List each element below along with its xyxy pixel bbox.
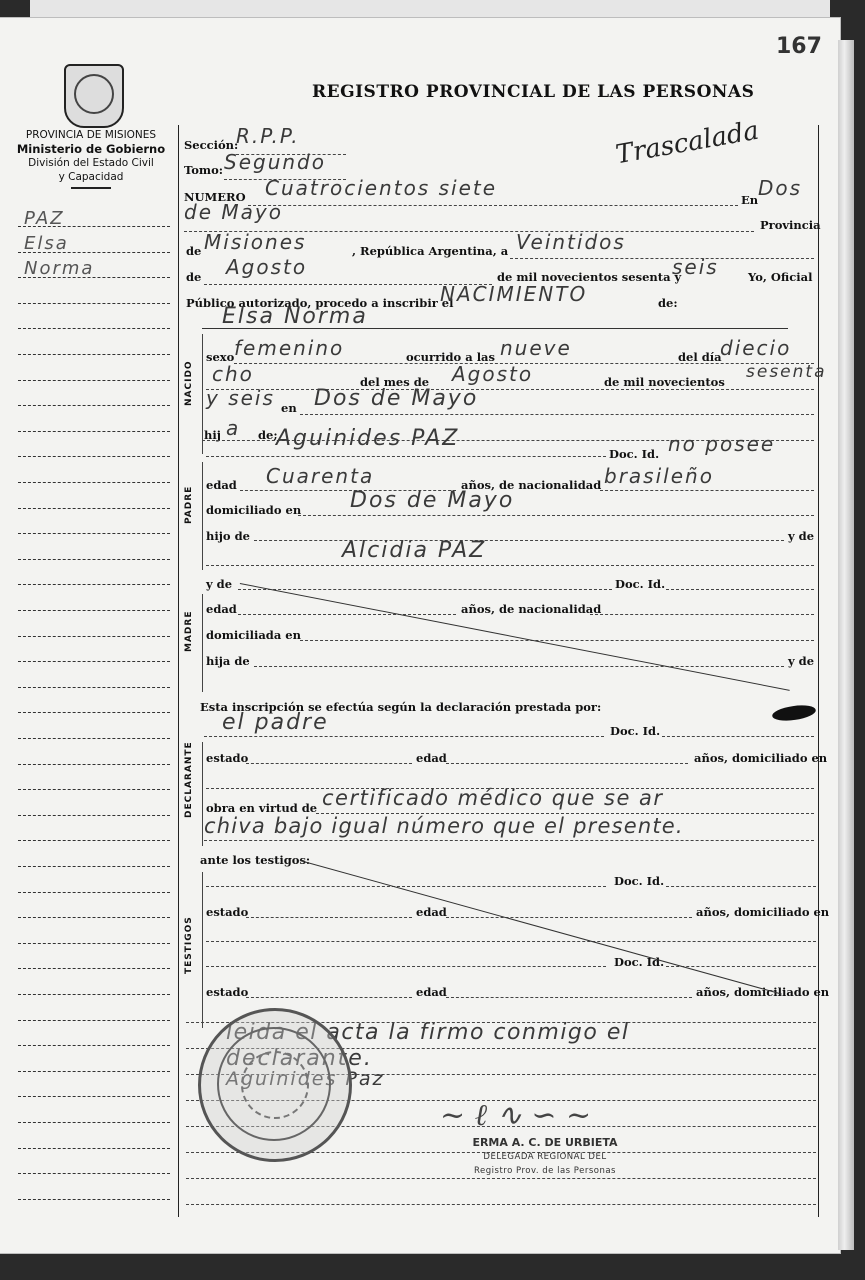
- madre-bracket: [202, 594, 203, 692]
- official-stamp: [460, 1136, 630, 1178]
- testigo1-estado-line: [246, 917, 412, 918]
- testigo1-dom-line: [206, 941, 816, 942]
- section-nacido: NACIDO: [184, 360, 194, 406]
- del-dia-label: del día: [678, 350, 722, 364]
- margin-ruled-line: [18, 508, 170, 509]
- madre-dom-label: domiciliada en: [206, 628, 301, 642]
- margin-ruled-line: [18, 1096, 170, 1097]
- padre-dom-label: domiciliado en: [206, 503, 302, 517]
- mes-value: Agosto: [226, 255, 308, 279]
- ocurrido-label: ocurrido a las: [406, 350, 495, 364]
- margin-firstname: Elsa: [24, 233, 69, 254]
- madre-yde-line: [238, 589, 612, 590]
- padre-dom-line: [298, 515, 814, 516]
- padre-doc-label: Doc. Id.: [609, 447, 660, 461]
- stamp-registry: Registro Prov. de las Personas: [474, 1166, 616, 1176]
- publico-label: Público autorizado, procedo a inscribir el: [186, 296, 454, 310]
- numero-value: Cuatrocientos siete: [265, 176, 498, 200]
- margin-ruled-line: [18, 533, 170, 534]
- padre-line: [206, 456, 606, 457]
- lugar-nac-value: Dos de Mayo: [314, 386, 479, 411]
- lugar-value: Dos: [758, 176, 803, 200]
- section-testigos: TESTIGOS: [184, 916, 194, 974]
- margin-ruled-line: [18, 892, 170, 893]
- padre-doc-value: no posee: [668, 432, 776, 456]
- margin-surname: PAZ: [24, 208, 65, 229]
- testigos-bracket: [202, 872, 203, 1028]
- declarante-edad-label: edad: [416, 751, 447, 765]
- de3-label: de;: [258, 428, 278, 442]
- madre-hija-label: hija de: [206, 654, 250, 668]
- padre-dom-value: Dos de Mayo: [350, 488, 515, 513]
- right-border: [818, 125, 819, 1217]
- nombre-line: [202, 328, 788, 329]
- margin-ruled-line: [18, 482, 170, 483]
- margin-ruled-line: [18, 405, 170, 406]
- dia-nac2-value: cho: [212, 362, 254, 386]
- madre-top-line: [206, 565, 814, 566]
- oficial-label: Yo, Oficial: [748, 270, 813, 284]
- seccion-value: R.P.P.: [236, 124, 300, 148]
- sexo-label: sexo: [206, 350, 235, 364]
- testigo1-doc-line: [666, 886, 816, 887]
- anio-value: seis: [672, 255, 719, 279]
- section-padre: PADRE: [184, 485, 194, 524]
- nombre-value: Elsa Norma: [222, 304, 368, 329]
- testigo2-edad-label: edad: [416, 985, 447, 999]
- en-label: En: [741, 193, 759, 207]
- testigo2-name-line: [206, 966, 606, 967]
- province-label: PROVINCIA DE MISIONES: [25, 129, 157, 141]
- madre-nac-label: años, de nacionalidad: [461, 602, 602, 616]
- province-seal-icon: [64, 64, 124, 128]
- division-label: División del Estado Civil: [28, 157, 154, 169]
- margin-ruled-line: [18, 1199, 170, 1200]
- mil-nov-label: de mil novecientos sesenta y: [497, 270, 682, 284]
- testigo2-estado-label: estado: [206, 985, 249, 999]
- testigo1-doc-label: Doc. Id.: [614, 874, 665, 888]
- del-mes-label: del mes de: [360, 375, 430, 389]
- testigo2-estado-line: [246, 997, 412, 998]
- obra-label: obra en virtud de: [206, 801, 318, 815]
- padre-edad-value: Cuarenta: [266, 464, 375, 488]
- notes-line-7: [186, 1178, 816, 1179]
- madre-yde-label: y de: [206, 577, 233, 591]
- republica-label: , República Argentina, a: [352, 244, 509, 258]
- page-title: REGISTRO PROVINCIAL DE LAS PERSONAS: [312, 82, 755, 102]
- declarante-estado-line: [246, 763, 412, 764]
- section-madre: MADRE: [184, 610, 194, 652]
- sexo-value: femenino: [234, 336, 345, 360]
- anio-nac-value: sesenta: [746, 362, 827, 382]
- madre-value: Alcidia PAZ: [342, 538, 487, 563]
- madre-dom-line: [300, 640, 814, 641]
- inscripcion-label: Esta inscripción se efectúa según la declaración prestada por:: [200, 700, 602, 714]
- obra-line-2: [204, 840, 814, 841]
- margin-ruled-line: [18, 968, 170, 969]
- margin-ruled-line: [18, 738, 170, 739]
- margin-ruled-line: [18, 636, 170, 637]
- declarante-edad-line: [446, 763, 688, 764]
- testigos-label: ante los testigos:: [200, 853, 311, 867]
- margin-ruled-line: [18, 917, 170, 918]
- madre-yde2-label: y de: [788, 654, 815, 668]
- padre-hijo-label: hijo de: [206, 529, 250, 543]
- testigo1-edad-label: edad: [416, 905, 447, 919]
- margin-ruled-line: [18, 661, 170, 662]
- mes-nac-value: Agosto: [452, 362, 534, 386]
- de-label: de: [186, 244, 202, 258]
- stamp-name: ERMA A. C. DE URBIETA: [472, 1136, 618, 1149]
- margin-column: [18, 226, 170, 1216]
- ministry-label: Ministerio de Gobierno: [16, 142, 166, 156]
- acto-value: NACIMIENTO: [440, 282, 588, 306]
- issuer-header: [10, 128, 172, 189]
- testigo2-doc-label: Doc. Id.: [614, 955, 665, 969]
- margin-ruled-line: [18, 1173, 170, 1174]
- margin-ruled-line: [18, 328, 170, 329]
- margin-ruled-line: [18, 1071, 170, 1072]
- margin-ruled-line: [18, 789, 170, 790]
- note-line-3: Aguinides Paz: [226, 1068, 385, 1090]
- margin-ruled-line: [18, 1045, 170, 1046]
- margin-ruled-line: [18, 456, 170, 457]
- madre-doc-line: [666, 589, 814, 590]
- margin-ruled-line: [18, 994, 170, 995]
- margin-ruled-line: [18, 559, 170, 560]
- tomo-value: Segundo: [224, 150, 326, 174]
- padre-nac-line: [600, 490, 814, 491]
- mil-nov2-label: de mil novecientos: [604, 375, 725, 389]
- declarante-doc-label: Doc. Id.: [610, 724, 661, 738]
- margin-ruled-line: [18, 303, 170, 304]
- margin-ruled-line: [18, 866, 170, 867]
- testigo2-anos-label: años, domiciliado en: [696, 985, 830, 999]
- margin-ruled-line: [18, 1148, 170, 1149]
- margin-ruled-line: [18, 610, 170, 611]
- left-border: [178, 125, 179, 1217]
- declarante-doc-line: [662, 736, 814, 737]
- madre-doc-label: Doc. Id.: [615, 577, 666, 591]
- margin-ruled-line: [18, 1122, 170, 1123]
- margin-middlename: Norma: [24, 258, 95, 279]
- margin-ruled-line: [18, 840, 170, 841]
- header-rule: [71, 187, 111, 189]
- lugar2-value: de Mayo: [184, 200, 283, 224]
- madre-hija-line: [254, 666, 784, 667]
- padre-nac-label: años, de nacionalidad: [461, 478, 602, 492]
- padre-edad-label: edad: [206, 478, 237, 492]
- padre-hijo-line: [254, 540, 784, 541]
- hora-value: nueve: [500, 336, 572, 360]
- dia-value: Veintidos: [516, 230, 626, 254]
- margin-ruled-line: [18, 943, 170, 944]
- testigo1-anos-label: años, domiciliado en: [696, 905, 830, 919]
- margin-ruled-line: [18, 1020, 170, 1021]
- numero-line: [248, 205, 738, 206]
- margin-ruled-line: [18, 764, 170, 765]
- obra-value-1: certificado médico que se ar: [322, 786, 664, 810]
- dia-nac-line: [206, 389, 814, 390]
- declarante-line: [204, 736, 604, 737]
- declarante-anos-label: años, domiciliado en: [694, 751, 828, 765]
- de2-label: de: [186, 270, 202, 284]
- declarante-bracket: [202, 742, 203, 846]
- stamp-role: DELEGADA REGIONAL DEL: [483, 1152, 607, 1162]
- madre-edad-label: edad: [206, 602, 237, 616]
- margin-ruled-line: [18, 687, 170, 688]
- official-signature: ~ ℓ ∿ ∽ ~: [440, 1098, 592, 1133]
- padre-value: Aguinides PAZ: [276, 426, 460, 451]
- margin-ruled-line: [18, 354, 170, 355]
- obra-value-2: chiva bajo igual número que el presente.: [204, 814, 684, 838]
- declarante-estado-label: estado: [206, 751, 249, 765]
- page-number: 167: [776, 34, 822, 59]
- margin-ruled-line: [18, 712, 170, 713]
- margin-ruled-line: [18, 431, 170, 432]
- hij-suffix-value: a: [226, 416, 241, 440]
- padre-bracket: [202, 462, 203, 570]
- padre-nac-value: brasileño: [604, 464, 714, 488]
- en2-label: en: [281, 401, 297, 415]
- nacido-bracket: [202, 334, 203, 454]
- lugar-nac-line: [300, 414, 814, 415]
- transcribed-signature: Trascalada: [613, 115, 762, 171]
- hij-label: hij: [204, 428, 221, 442]
- madre-edad-line: [238, 614, 456, 615]
- testigo1-estado-label: estado: [206, 905, 249, 919]
- testigo1-name-line: [206, 886, 606, 887]
- tomo-label: Tomo:: [184, 163, 223, 177]
- dia-nac-value: diecio: [720, 336, 792, 360]
- de-colon-label: de:: [658, 296, 678, 310]
- capacity-label: y Capacidad: [58, 171, 124, 183]
- declarante-value: el padre: [222, 710, 329, 735]
- testigo1-edad-line: [446, 917, 692, 918]
- note-line-1: leida el acta la firmo conmigo el: [226, 1020, 630, 1045]
- seccion-label: Sección:: [184, 138, 239, 152]
- testigo2-edad-line: [446, 997, 692, 998]
- margin-ruled-line: [18, 815, 170, 816]
- provincia-value: Misiones: [204, 230, 307, 254]
- provincia-label: Provincia: [760, 218, 821, 232]
- margin-ruled-line: [18, 584, 170, 585]
- section-declarante: DECLARANTE: [184, 741, 194, 818]
- page-edge: [838, 40, 854, 1250]
- official-round-seal-icon: [198, 1008, 352, 1162]
- padre-yde-label: y de: [788, 529, 815, 543]
- dia-line: [510, 258, 814, 259]
- notes-line-8: [186, 1204, 816, 1205]
- anio-nac2-value: y seis: [206, 386, 275, 410]
- numero-label: NUMERO: [184, 190, 246, 204]
- note-line-2: declarante.: [226, 1046, 373, 1071]
- madre-nac-line: [590, 614, 814, 615]
- margin-ruled-line: [18, 380, 170, 381]
